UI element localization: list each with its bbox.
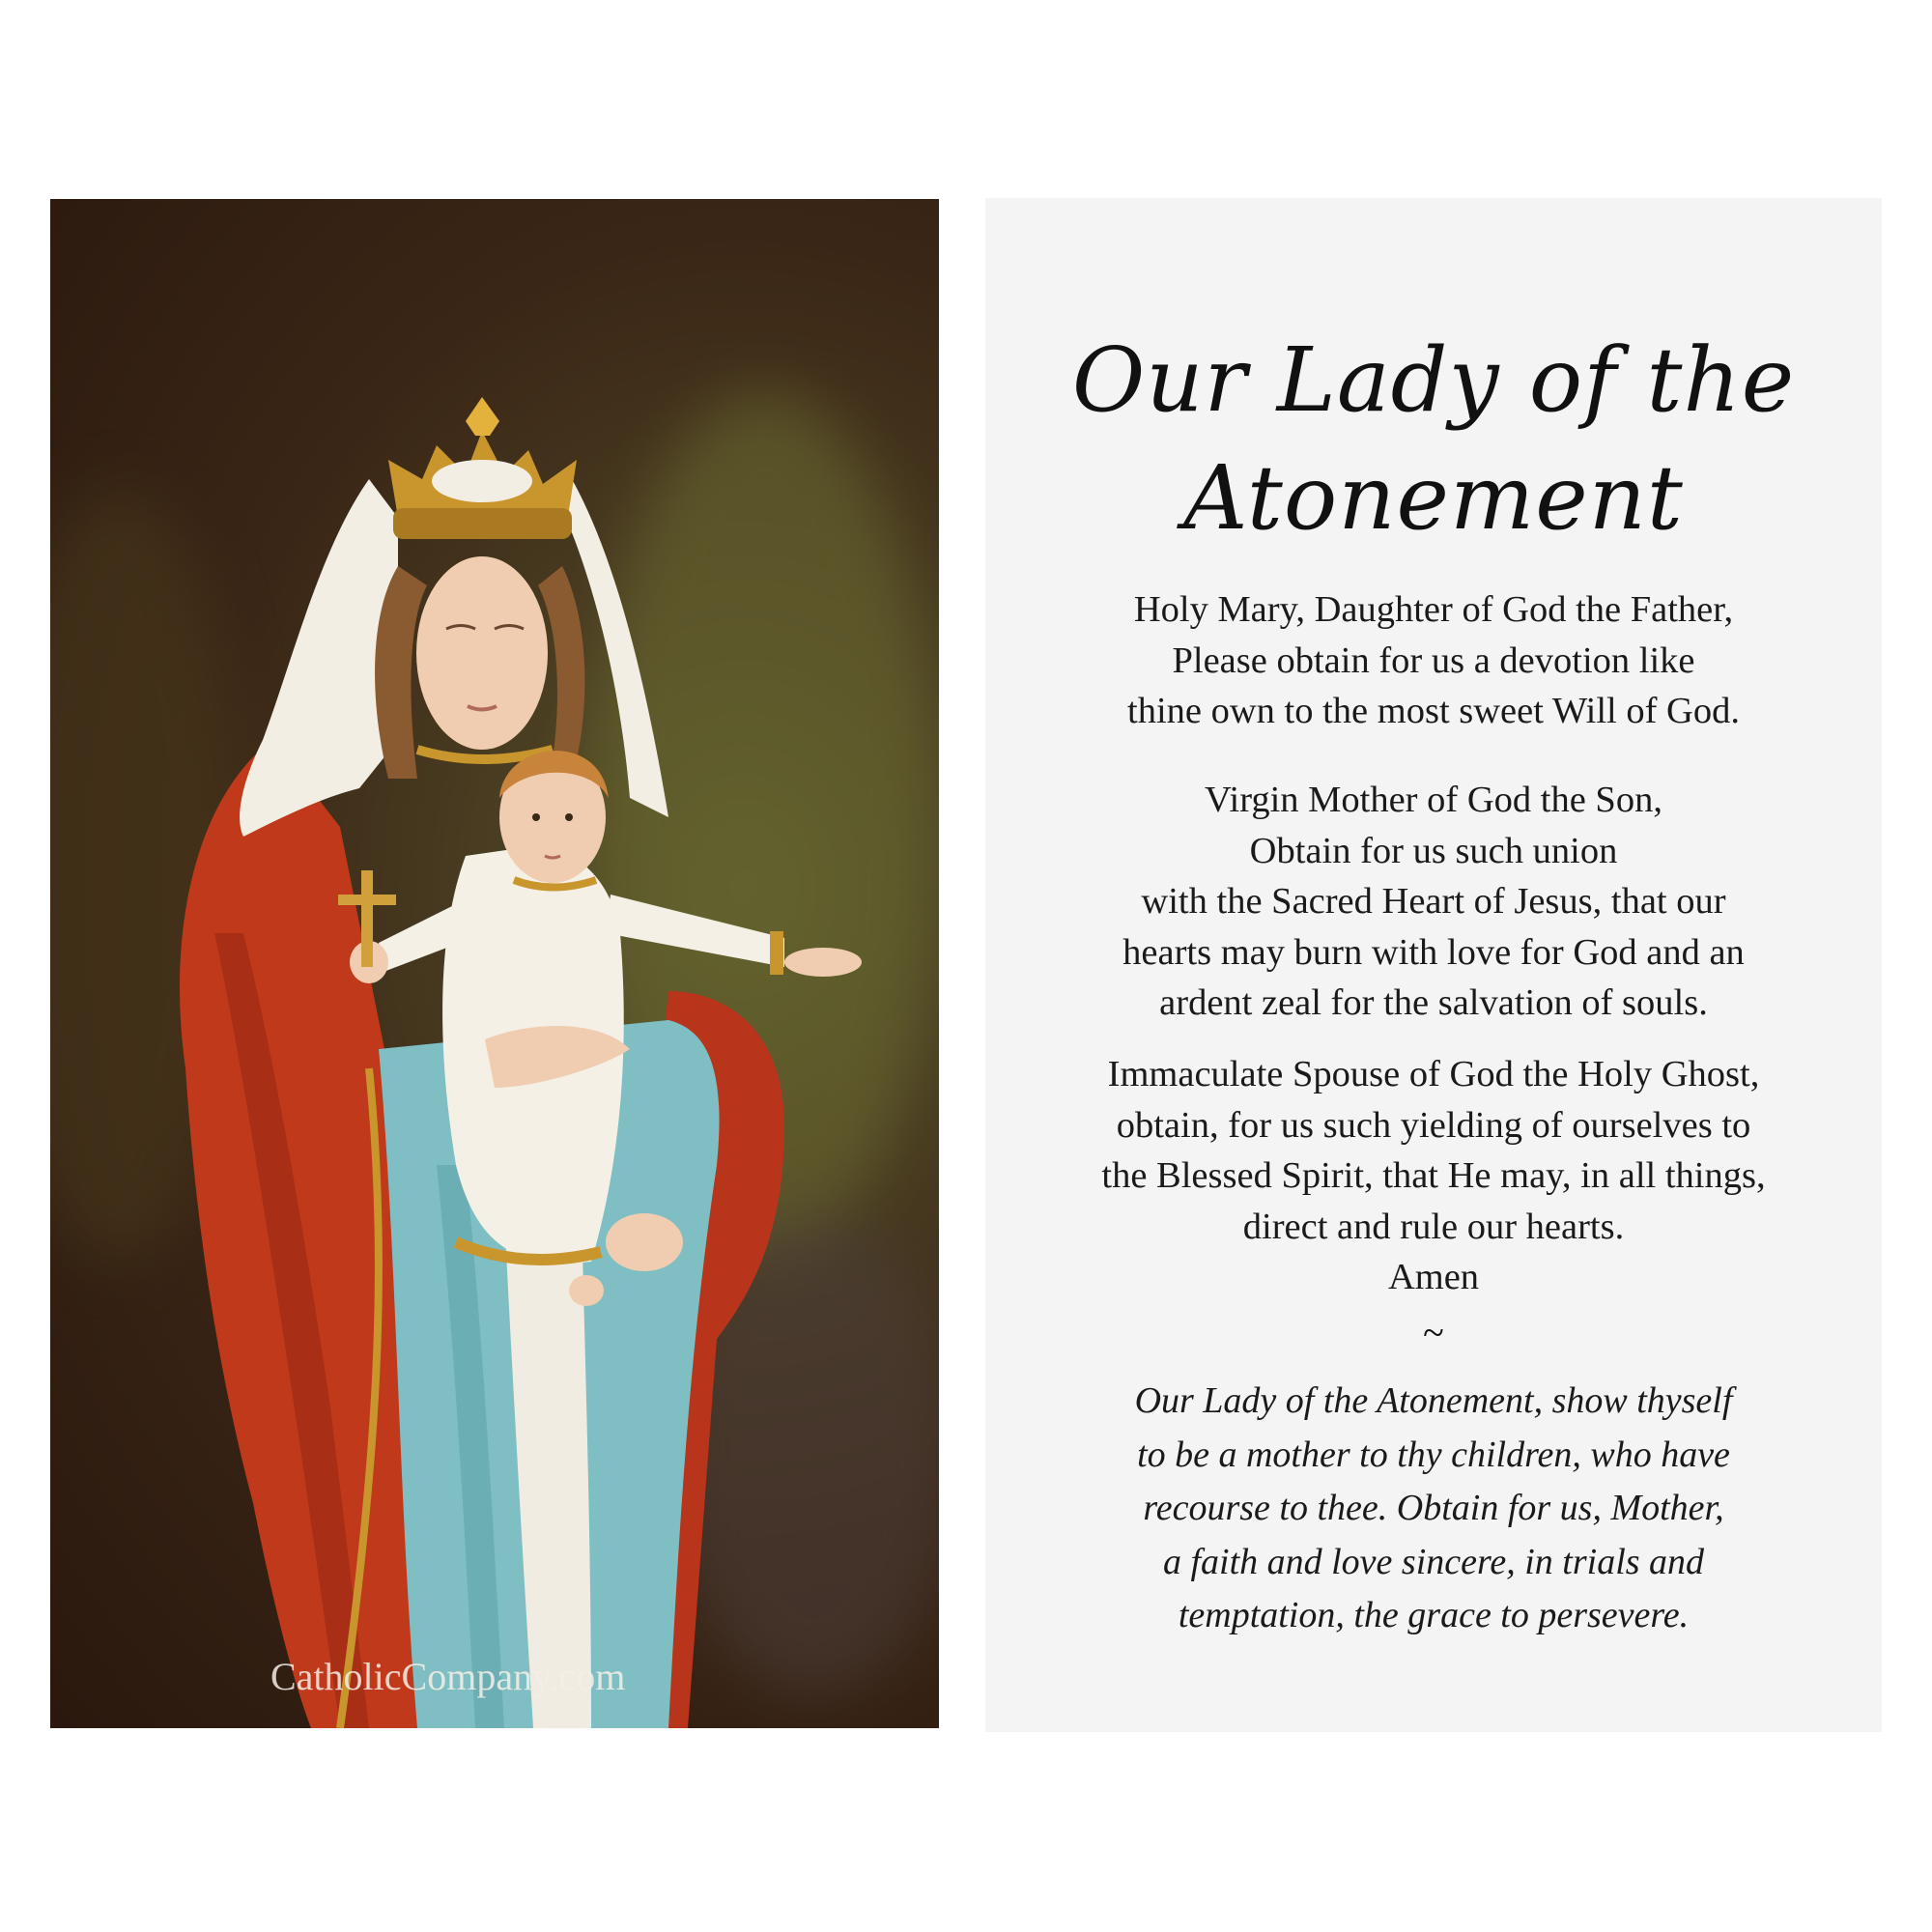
prayer-card-front	[50, 199, 939, 1728]
watermark-text: CatholicCompany.com	[270, 1655, 626, 1698]
title-line: Atonement	[1183, 446, 1684, 550]
statue-illustration	[50, 199, 939, 1728]
white-veil	[240, 479, 398, 837]
closing-line: Our Lady of the Atonement, show thyself	[1134, 1380, 1733, 1421]
prayer-line: Please obtain for us a devotion like	[1172, 639, 1695, 681]
prayer-title	[985, 322, 1882, 557]
closing-line: temptation, the grace to persevere.	[1178, 1595, 1690, 1635]
prayer-line: Holy Mary, Daughter of God the Father,	[1133, 589, 1734, 630]
prayer-line: hearts may burn with love for God and an	[1122, 931, 1745, 973]
closing-line: to be a mother to thy children, who have	[1137, 1434, 1730, 1475]
closing-line: a faith and love sincere, in trials and	[1162, 1541, 1705, 1582]
prayer-line: with the Sacred Heart of Jesus, that our	[1141, 881, 1726, 922]
title-line: Our Lady of the	[1071, 328, 1796, 432]
prayer-line: direct and rule our hearts.	[1242, 1206, 1625, 1247]
gold-crown	[388, 397, 577, 539]
prayer-stanza-son	[985, 775, 1882, 1029]
prayer-card-back	[985, 198, 1882, 1732]
mary-face	[416, 556, 548, 750]
prayer-line: Obtain for us such union	[1249, 830, 1618, 871]
prayer-line: Virgin Mother of God the Son,	[1205, 780, 1662, 820]
separator-tilde: ~	[1423, 1311, 1444, 1354]
amen-line: Amen	[1387, 1257, 1480, 1297]
prayer-line: obtain, for us such yielding of ourselves to	[1116, 1104, 1751, 1146]
prayer-line: thine own to the most sweet Will of God.	[1127, 691, 1740, 731]
closing-line: recourse to thee. Obtain for us, Mother,	[1143, 1488, 1724, 1528]
prayer-stanza-father	[985, 584, 1882, 737]
prayer-line: ardent zeal for the salvation of souls.	[1159, 982, 1708, 1023]
prayer-line: Immaculate Spouse of God the Holy Ghost,	[1107, 1054, 1760, 1094]
closing-invocation	[985, 1375, 1882, 1643]
prayer-stanza-holy-ghost	[985, 1049, 1882, 1303]
prayer-line: the Blessed Spirit, that He may, in all things,	[1101, 1155, 1766, 1196]
